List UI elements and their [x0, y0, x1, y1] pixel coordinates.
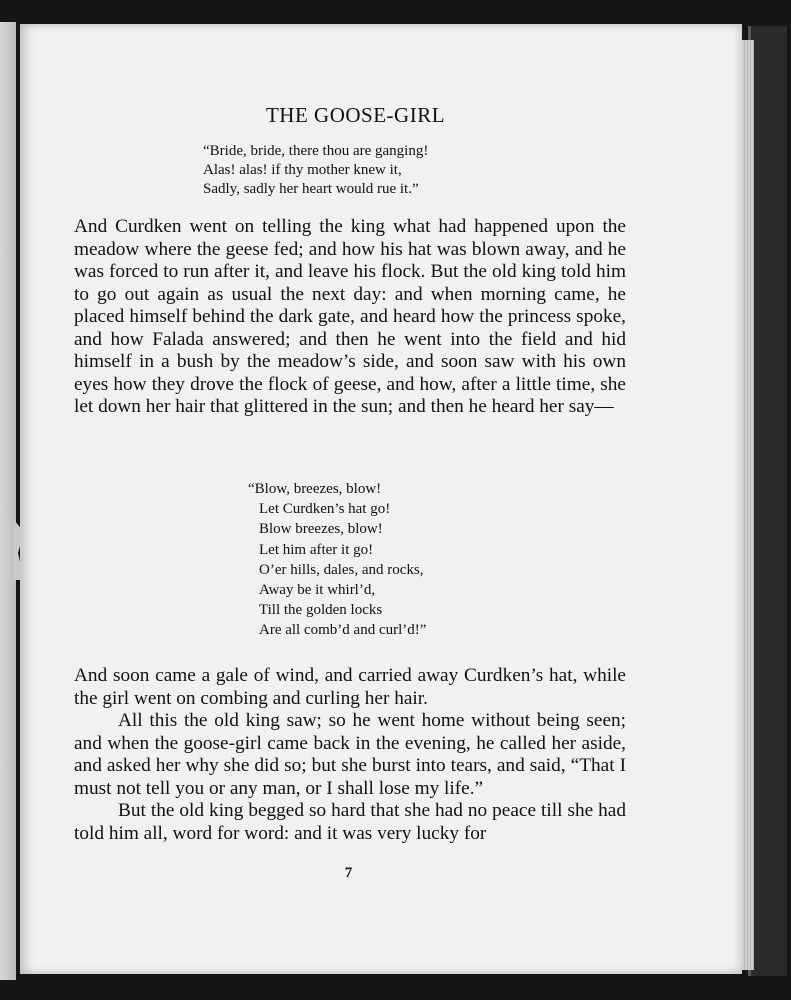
verse-falada — [203, 142, 428, 199]
verse-line: Are all comb’d and curl’d!” — [259, 622, 427, 639]
book-page — [20, 24, 742, 974]
verse-line: Alas! alas! if thy mother knew it, — [203, 162, 402, 178]
verse-line: “Bride, bride, there thou are ganging! — [203, 143, 429, 159]
verse-line: Till the golden locks — [259, 602, 383, 619]
verse-line: Let Curdken’s hat go! — [259, 501, 391, 518]
closing-text-block — [74, 665, 626, 845]
paragraph-king-saw: All this the old king saw; so he went home without being seen; and when the goose-girl came back in the evening, he called her aside, and asked her why she did so; but she burst into tears, and said, “That I must not tell you or any man, or I shall lose my life.” — [74, 710, 626, 799]
verse-line: “Blow, breezes, blow! — [248, 481, 382, 497]
verse-line: Sadly, sadly her heart would rue it.” — [203, 181, 419, 197]
verse-line: O’er hills, dales, and rocks, — [259, 561, 424, 578]
previous-page-edge — [0, 22, 16, 980]
paragraph-curdken-report: And Curdken went on telling the king what had happened upon the meadow where the geese fed; and how his hat was blown away, and he was forced to run after it, and leave his flock. But the old king told him to go out again as usual the next day: and when morning came, he placed himself behind the dark gate, and heard how the princess spoke, and how Falada answered; and then he went into the field and hid himself in a bush by the meadow’s side, and soon saw with his own eyes how they drove the flock of geese, and how, after a little time, she let down her hair that glittered in the sun; and then he heard her say— — [74, 216, 626, 418]
verse-line: Let him after it go! — [259, 541, 374, 558]
verse-line: Away be it whirl’d, — [259, 582, 376, 599]
paragraph-gale-of-wind: And soon came a gale of wind, and carried away Curdken’s hat, while the girl went on combing and curling her hair. — [74, 665, 626, 709]
running-title: THE GOOSE-GIRL — [265, 103, 446, 127]
verse-line: Blow breezes, blow! — [259, 521, 383, 538]
paragraph-king-begged: But the old king begged so hard that she had no peace till she had told him all, word for word: and it was very lucky for — [74, 800, 626, 844]
page-number: 7 — [344, 865, 353, 881]
verse-blow-breezes — [248, 479, 426, 641]
